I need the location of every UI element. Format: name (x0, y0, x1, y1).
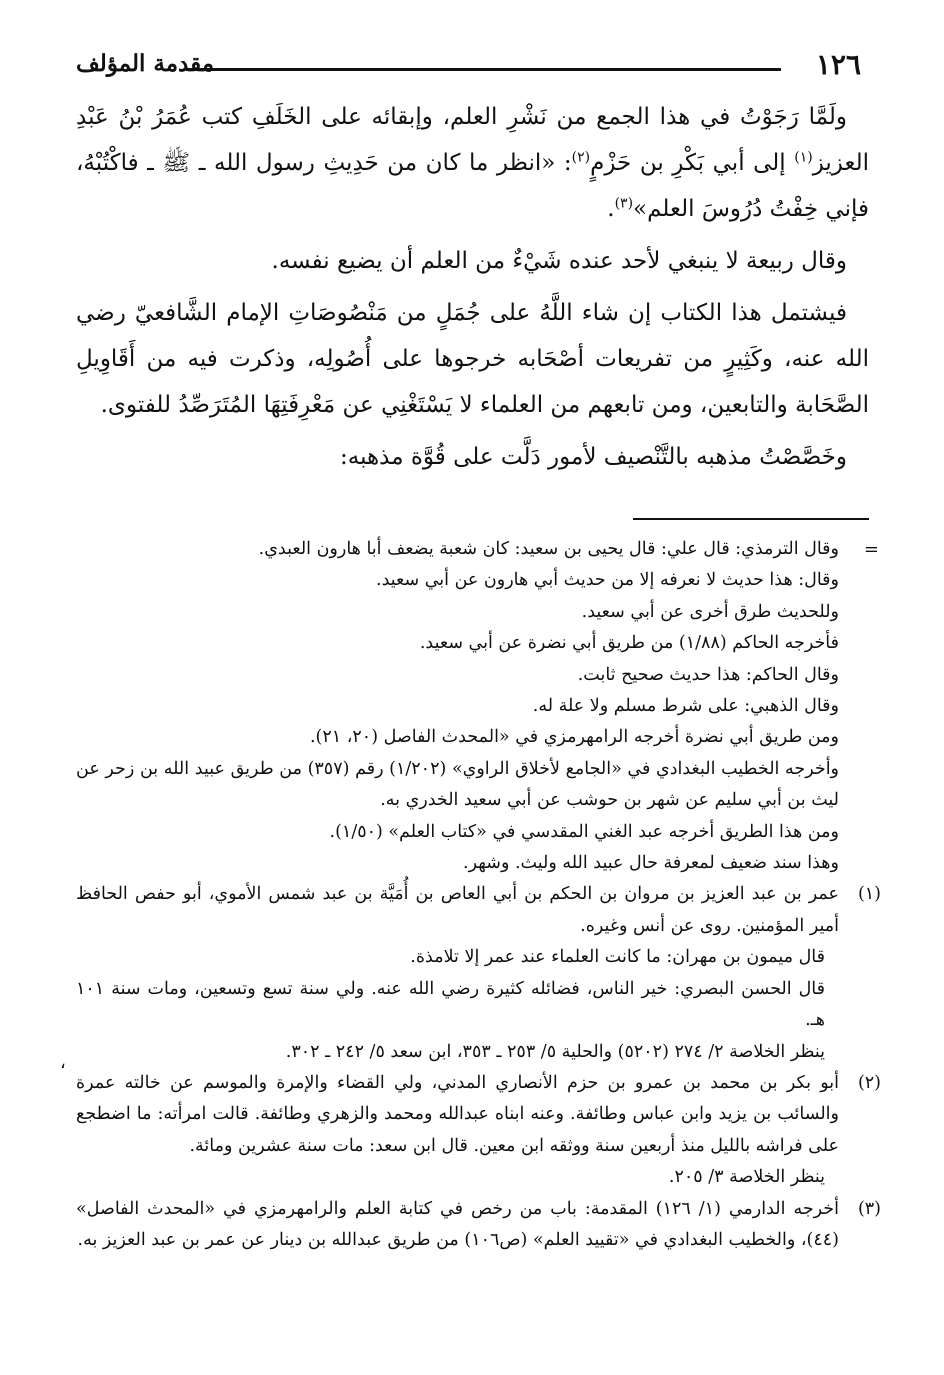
main-text (76, 94, 869, 480)
note-line: وقال الذهبي: على شرط مسلم ولا علة له. (532, 696, 839, 717)
footnote-3 (76, 1194, 881, 1257)
running-title: مقدمة المؤلف (76, 50, 215, 77)
note-line: وقال: هذا حديث لا نعرفه إلا من حديث أبي هارون عن أبي سعيد. (376, 570, 839, 591)
page-header (76, 46, 869, 90)
footnote-2 (76, 1068, 881, 1194)
note-line: ينظر الخلاصة ٢/ ٢٧٤ (٥٢٠٢) والحلية ٥/ ٢٥٣ ـ ٣٥٣، ابن سعد ٥/ ٢٤٢ ـ ٣٠٢. (285, 1041, 825, 1062)
paragraph-4: وخَصَّصْتُ مذهبه بالتَّنْصيف لأمور دَلَّت على قُوَّة مذهبه: (340, 444, 847, 470)
paragraph-2: وقال ربيعة لا ينبغي لأحد عنده شَيْءٌ من العلم أن يضيع نفسه. (271, 248, 847, 274)
note-line: وأخرجه الخطيب البغدادي في «الجامع لأخلاق الراوي» (١/٢٠٢) رقم (٣٥٧) من طريق عبيد الله بن زحر عن ليث بن أبي سليم عن شهر بن حوشب عن أبي سعيد الخدري به. (76, 758, 840, 811)
header-rule (186, 68, 781, 71)
footnotes (76, 534, 881, 1256)
note-line: عمر بن عبد العزيز بن مروان بن الحكم بن أبي العاص بن أُمَيَّة بن عبد شمس الأموي، أبو حفص الحافظ أمير المؤمنين. روى عن أنس وغيره. (76, 884, 839, 936)
footnote-1 (76, 879, 881, 1067)
page-number: ١٢٦ (815, 48, 861, 81)
margin-mark: ، (60, 1052, 66, 1073)
note-line: وهذا سند ضعيف لمعرفة حال عبيد الله وليث. وشهر. (463, 853, 839, 874)
book-page (76, 46, 881, 1346)
footnote-number: (١) (857, 884, 881, 905)
note-line: وقال الترمذي: قال علي: قال يحيى بن سعيد: كان شعبة يضعف أبا هارون العبدي. (258, 539, 839, 559)
note-line: وللحديث طرق أخرى عن أبي سعيد. (581, 601, 839, 622)
paragraph-3: فيشتمل هذا الكتاب إن شاء اللَّهُ على جُمَلٍ من مَنْصُوصَاتِ الإمام الشَّافعيّ رضي الله عنه، وكَثِيرٍ من تفريعات أصْحَابه خرجوها على أُصُولِه، وذكرت فيه من أَقَاوِيلِ الصَّحَابة والتابعين، ومن تابعهم من العلماء لا يَسْتَغْنِي عن مَعْرِفَتِهَا المُتَرَصِّدُ للفتوى. (76, 300, 869, 418)
note-line: قال الحسن البصري: خير الناس، فضائله كثيرة رضي الله عنه. ولي سنة تسع وتسعين، ومات سنة ١٠١ هـ. (76, 978, 825, 1031)
footnote-ref-3: (٣) (614, 195, 634, 212)
footnote-ref-2: (٢) (571, 149, 591, 166)
paragraph-1: ولَمَّا رَجَوْتُ في هذا الجمع من نَشْرِ العلم، وإبقائه على الخَلَفِ كتب عُمَرُ بْنُ عَبْدِ العزيز$^{(١)}$ إلى أبي بَكْرِ بن حَزْمٍ$^{(٢)}$: «انظر ما كان من حَدِيثِ رسول الله ـ ﷺ ـ فاكْتُبْهُ، فإني خِفْتُ دُرُوسَ العلم»$^{(٣)}$. (76, 104, 869, 222)
footnote-separator (633, 518, 869, 520)
note-line: قال ميمون بن مهران: ما كانت العلماء عند عمر إلا تلامذة. (410, 947, 825, 968)
note-line: ومن طريق أبي نضرة أخرجه الرامهرمزي في «المحدث الفاصل (٢٠، ٢١). (309, 727, 839, 748)
continued-footnote (76, 534, 879, 879)
footnote-ref-1: (١) (794, 149, 813, 166)
continuation-marker: = (863, 539, 879, 560)
note-line: أبو بكر بن محمد بن عمرو بن حزم الأنصاري المدني، ولي القضاء والإمرة والموسم عن خالته عمرة والسائب بن يزيد وابن عباس وطائفة. وعنه ابناه عبدالله ومحمد والزهري وطائفة. قالت امرأته: ما اضطجع على فراشه بالليل منذ أربعين سنة ووثقه ابن معين. قال ابن سعد: مات سنة عشرين ومائة. (76, 1072, 839, 1156)
footnote-number: (٢) (857, 1072, 881, 1093)
note-line: أخرجه الدارمي (١/ ١٢٦) المقدمة: باب من رخص في كتابة العلم والرامهرمزي في «المحدث الفاصل» (٤٤)، والخطيب البغدادي في «تقييد العلم» (ص١٠٦) من طريق عبدالله بن دينار عن عمر بن عبد العزيز به. (76, 1198, 839, 1250)
note-line: ينظر الخلاصة ٣/ ٢٠٥. (668, 1167, 825, 1188)
note-line: ومن هذا الطريق أخرجه عبد الغني المقدسي في «كتاب العلم» (١/٥٠). (329, 821, 839, 842)
note-line: فأخرجه الحاكم (١/٨٨) من طريق أبي نضرة عن أبي سعيد. (419, 633, 839, 654)
footnote-number: (٣) (857, 1198, 881, 1219)
note-line: وقال الحاكم: هذا حديث صحيح ثابت. (577, 664, 839, 685)
